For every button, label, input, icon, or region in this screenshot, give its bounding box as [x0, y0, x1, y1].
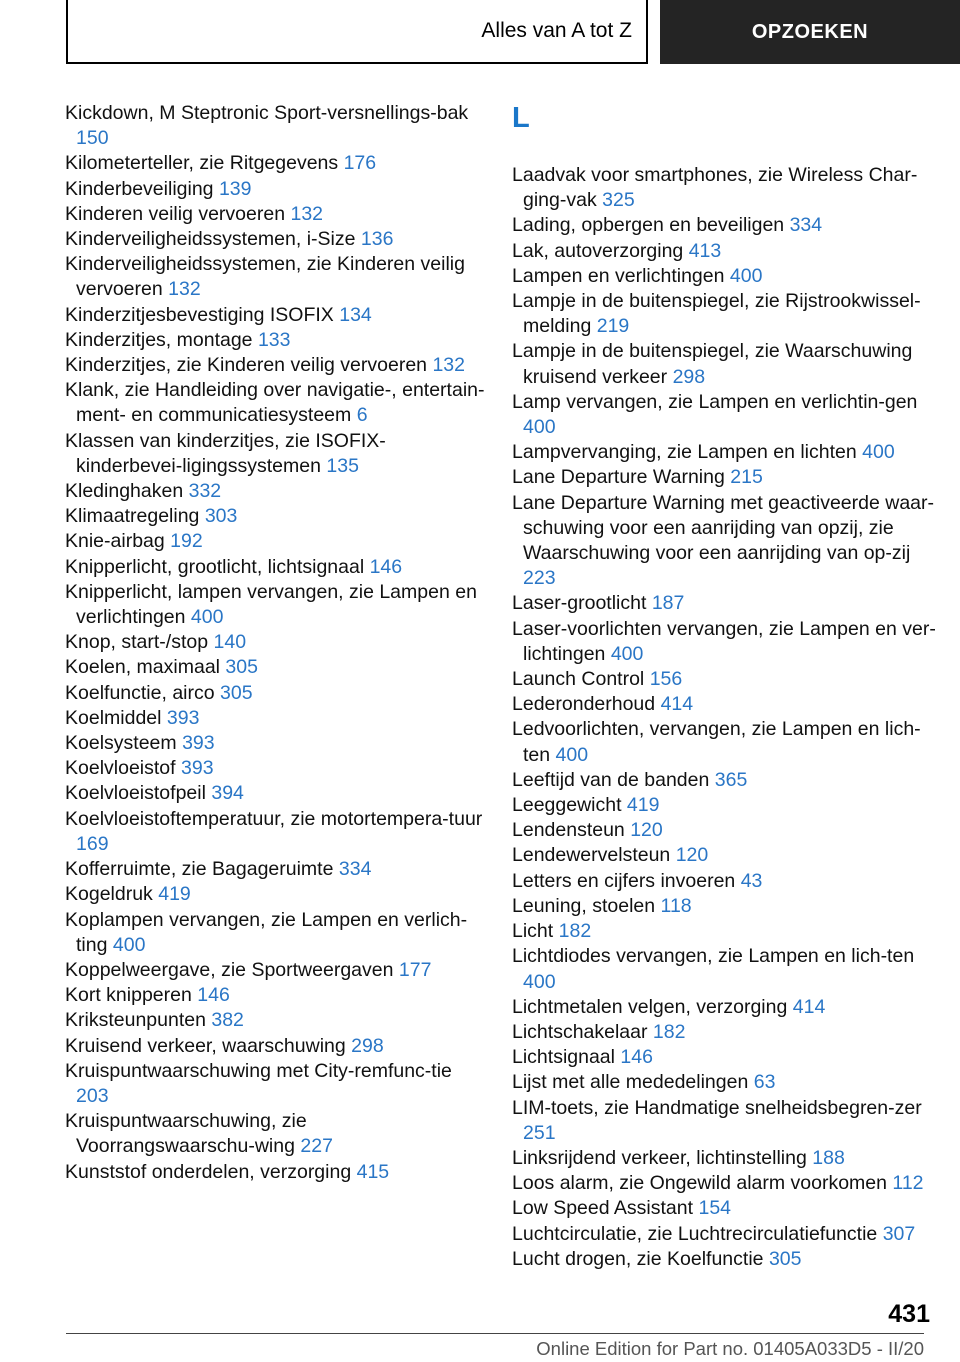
page-link[interactable]: 227: [300, 1135, 333, 1158]
page-link[interactable]: 215: [730, 466, 763, 489]
page-link[interactable]: 365: [714, 768, 748, 791]
index-entry: [65, 655, 485, 680]
index-entry: [512, 793, 942, 818]
page-link[interactable]: 419: [626, 794, 660, 817]
page-link[interactable]: 132: [290, 202, 324, 225]
index-entry: [512, 390, 942, 440]
index-entry: [512, 818, 942, 843]
index-entry: [65, 1034, 485, 1059]
section-title-tab[interactable]: [66, 0, 648, 64]
index-entry: [512, 1222, 942, 1247]
entry-text: Lane Departure Warning: [512, 466, 725, 489]
page-link[interactable]: 182: [558, 920, 592, 943]
index-entry: [512, 717, 942, 767]
page-link[interactable]: 176: [343, 152, 377, 175]
entry-text: Loos alarm, zie Ongewild alarm voorkomen: [512, 1172, 887, 1195]
section-title: Alles van A tot Z: [481, 19, 632, 42]
entry-text: Leuning, stoelen: [512, 894, 656, 917]
entry-text: Lichtschakelaar: [512, 1020, 648, 1043]
page-link[interactable]: 394: [211, 782, 244, 805]
entry-text: Lichtsignaal: [512, 1046, 615, 1069]
index-entry: [65, 882, 485, 907]
page-link[interactable]: 177: [398, 958, 432, 981]
entry-text: Kinderveiligheidssystemen, zie Kinderen veilig vervoeren: [65, 253, 465, 301]
page-link[interactable]: 150: [76, 127, 109, 150]
entry-text: Lamp vervangen, zie Lampen en verlichtin-gen: [512, 390, 918, 413]
index-entry: [512, 667, 942, 692]
page-link[interactable]: 400: [190, 606, 224, 629]
page-link[interactable]: 139: [218, 177, 252, 200]
page-link[interactable]: 298: [351, 1034, 384, 1057]
index-entry: [65, 328, 485, 353]
page-link[interactable]: 400: [112, 933, 146, 956]
entry-text: Kriksteunpunten: [65, 1009, 206, 1032]
index-entry: [512, 491, 942, 592]
entry-text: Lendewervelsteun: [512, 844, 671, 867]
index-entry: [65, 908, 485, 958]
entry-text: Knipperlicht, grootlicht, lichtsignaal: [65, 555, 365, 578]
page-link[interactable]: 414: [792, 995, 826, 1018]
page-link[interactable]: 192: [170, 530, 203, 553]
index-entry: [512, 1196, 942, 1221]
entry-text: Leeggewicht: [512, 794, 622, 817]
entry-text: Lederonderhoud: [512, 693, 656, 716]
index-entry: [65, 151, 485, 176]
index-entry: [512, 995, 942, 1020]
lookup-tab[interactable]: [660, 0, 960, 64]
page-link[interactable]: 382: [211, 1009, 244, 1032]
index-entry: [512, 1247, 942, 1272]
page-link[interactable]: 334: [789, 214, 823, 237]
index-entry: [512, 692, 942, 717]
page-link[interactable]: 188: [812, 1146, 845, 1169]
page-link[interactable]: 154: [698, 1197, 732, 1220]
index-list-right: [512, 163, 942, 1272]
entry-text: Lijst met alle mededelingen: [512, 1071, 749, 1094]
page-link[interactable]: 393: [182, 732, 215, 755]
index-entry: [65, 681, 485, 706]
page-link[interactable]: 305: [768, 1247, 802, 1270]
page-link[interactable]: 332: [188, 480, 222, 503]
page-link[interactable]: 400: [862, 441, 895, 464]
page-link[interactable]: 146: [369, 555, 403, 578]
entry-text: Kinderzitjesbevestiging ISOFIX: [65, 303, 334, 326]
index-entry: [65, 555, 485, 580]
index-entry: [65, 529, 485, 554]
entry-text: Launch Control: [512, 668, 645, 691]
page-link[interactable]: 120: [675, 844, 709, 867]
page-link[interactable]: 6: [356, 404, 368, 427]
index-entry: [512, 213, 942, 238]
entry-text: Koelvloeistof: [65, 757, 176, 780]
index-entry: [65, 353, 485, 378]
entry-text: LIM-toets, zie Handmatige snelheidsbegren-zer: [512, 1096, 922, 1119]
index-entry: [65, 958, 485, 983]
index-entry: [65, 303, 485, 328]
index-entry: [65, 504, 485, 529]
index-entry: [512, 440, 942, 465]
page-link[interactable]: 118: [660, 894, 692, 917]
index-entry: [65, 807, 485, 857]
entry-text: Lampje in de buitenspiegel, zie Waarschuwing kruisend verkeer: [512, 340, 913, 388]
index-entry: [512, 264, 942, 289]
index-column-right: [512, 101, 942, 1272]
entry-text: Lading, opbergen en beveiligen: [512, 214, 785, 237]
index-entry: [65, 1109, 485, 1159]
page-link[interactable]: 146: [197, 984, 230, 1007]
page-link[interactable]: 203: [76, 1084, 109, 1107]
page-link[interactable]: 43: [740, 869, 763, 892]
page-link[interactable]: 400: [523, 970, 556, 993]
entry-text: Koelmiddel: [65, 706, 162, 729]
entry-text: Letters en cijfers invoeren: [512, 869, 736, 892]
entry-text: Leeftijd van de banden: [512, 768, 710, 791]
entry-text: Koelen, maximaal: [65, 656, 220, 679]
entry-text: Lampje in de buitenspiegel, zie Rijstrookwissel-melding: [512, 290, 921, 338]
entry-text: Kofferruimte, zie Bagageruimte: [65, 858, 334, 881]
page-link[interactable]: 334: [338, 858, 372, 881]
index-entry: [65, 580, 485, 630]
page-number: 431: [888, 1300, 930, 1328]
entry-text: Kruisend verkeer, waarschuwing: [65, 1034, 346, 1057]
index-entry: [65, 177, 485, 202]
index-entry: [65, 706, 485, 731]
index-entry: [512, 289, 942, 339]
page-link[interactable]: 187: [651, 592, 685, 615]
page-link[interactable]: 400: [555, 743, 589, 766]
entry-text: Lichtmetalen velgen, verzorging: [512, 995, 788, 1018]
entry-text: Kogeldruk: [65, 883, 153, 906]
edition-footer: Online Edition for Part no. 01405A033D5 - II/20: [536, 1338, 924, 1359]
index-entry: [512, 843, 942, 868]
page-link[interactable]: 419: [158, 883, 191, 906]
entry-text: Linksrijdend verkeer, lichtinstelling: [512, 1146, 807, 1169]
index-entry: [65, 479, 485, 504]
index-entry: [512, 1070, 942, 1095]
entry-text: Laadvak voor smartphones, zie Wireless Char-ging-vak: [512, 164, 918, 212]
section-letter: L: [512, 102, 531, 134]
page-link[interactable]: 132: [432, 354, 465, 377]
page-link[interactable]: 146: [620, 1046, 653, 1069]
index-entry: [512, 465, 942, 490]
entry-text: Kilometerteller, zie Ritgegevens: [65, 152, 339, 175]
entry-text: Lak, autoverzorging: [512, 239, 684, 262]
page-link[interactable]: 63: [753, 1071, 776, 1094]
entry-text: Lucht drogen, zie Koelfunctie: [512, 1247, 764, 1270]
index-entry: [512, 869, 942, 894]
entry-text: Klimaatregeling: [65, 505, 200, 528]
entry-text: Koelsysteem: [65, 732, 177, 755]
page-link[interactable]: 305: [220, 681, 253, 704]
entry-text: Koelvloeistoftemperatuur, zie motortempera-tuur: [65, 807, 483, 830]
entry-text: Koelfunctie, airco: [65, 681, 215, 704]
index-entry: [512, 1146, 942, 1171]
page-link[interactable]: 182: [652, 1020, 686, 1043]
entry-text: Kickdown, M Steptronic Sport-versnellings-bak: [65, 102, 469, 124]
index-entry: [512, 919, 942, 944]
index-entry: [512, 894, 942, 919]
page-link[interactable]: 156: [649, 668, 683, 691]
index-entry: [512, 1096, 942, 1146]
page-link[interactable]: 400: [610, 642, 644, 665]
page-link[interactable]: 133: [257, 328, 291, 351]
page-link[interactable]: 134: [339, 303, 372, 326]
entry-text: Lampen en verlichtingen: [512, 264, 725, 287]
index-entry: [65, 378, 485, 428]
entry-text: Kinderen veilig vervoeren: [65, 202, 286, 225]
page-link[interactable]: 413: [688, 239, 722, 262]
page-link[interactable]: 251: [523, 1121, 556, 1144]
index-entry: [65, 1008, 485, 1033]
entry-text: Kort knipperen: [65, 984, 192, 1007]
page-link[interactable]: 135: [326, 454, 359, 477]
page-link[interactable]: 120: [630, 819, 663, 842]
index-entry: [512, 944, 942, 994]
index-entry: [512, 768, 942, 793]
index-entry: [65, 202, 485, 227]
entry-text: Klank, zie Handleiding over navigatie-, entertain-ment- en communicatiesysteem: [65, 379, 485, 427]
entry-text: Kledinghaken: [65, 480, 184, 503]
index-entry: [65, 781, 485, 806]
entry-text: Koplampen vervangen, zie Lampen en verlich-ting: [65, 908, 468, 956]
index-entry: [65, 227, 485, 252]
entry-text: Lichtdiodes vervangen, zie Lampen en lich-ten: [512, 945, 915, 968]
page-link[interactable]: 393: [166, 706, 200, 729]
index-entry: [512, 163, 942, 213]
entry-text: Koppelweergave, zie Sportweergaven: [65, 958, 394, 981]
index-entry: [65, 630, 485, 655]
entry-text: Low Speed Assistant: [512, 1197, 694, 1220]
entry-text: Laser-grootlicht: [512, 592, 647, 615]
entry-text: Knie-airbag: [65, 530, 165, 553]
page-link[interactable]: 415: [356, 1160, 390, 1183]
index-entry: [65, 857, 485, 882]
page-link[interactable]: 400: [729, 264, 763, 287]
page-link[interactable]: 325: [602, 189, 635, 212]
page-link[interactable]: 136: [360, 228, 394, 251]
entry-text: Kinderveiligheidssystemen, i-Size: [65, 228, 356, 251]
page-link[interactable]: 414: [660, 693, 694, 716]
index-entry: [512, 1171, 942, 1196]
index-entry: [65, 983, 485, 1008]
page-link[interactable]: 303: [204, 505, 238, 528]
footer-divider: [66, 1333, 924, 1334]
index-entry: [512, 339, 942, 389]
entry-text: Kruispuntwaarschuwing, zie Voorrangswaarschu-wing: [65, 1110, 307, 1158]
index-entry: [65, 101, 485, 151]
page-link[interactable]: 305: [225, 656, 258, 679]
page-link[interactable]: 112: [892, 1172, 924, 1195]
entry-text: Klassen van kinderzitjes, zie ISOFIX-kinderbevei-ligingssystemen: [65, 429, 386, 477]
page-link[interactable]: 307: [882, 1222, 916, 1245]
page-link[interactable]: 140: [213, 631, 247, 654]
index-entry: [512, 239, 942, 264]
index-entry: [65, 429, 485, 479]
index-entry: [65, 731, 485, 756]
page-link[interactable]: 223: [523, 567, 556, 590]
index-column-left: [65, 101, 485, 1185]
index-entry: [65, 1059, 485, 1109]
page-link[interactable]: 400: [523, 416, 556, 439]
entry-text: Lampvervanging, zie Lampen en lichten: [512, 441, 857, 464]
entry-text: Lane Departure Warning met geactiveerde waar-schuwing voor een aanrijding van opzij, zie Waarschuwing voor een aanrijding van op-zij: [512, 491, 934, 565]
index-entry: [65, 252, 485, 302]
entry-text: Kinderzitjes, zie Kinderen veilig vervoeren: [65, 354, 428, 377]
entry-text: Laser-voorlichten vervangen, zie Lampen en ver-lichtingen: [512, 617, 936, 665]
index-entry: [512, 591, 942, 616]
entry-text: Luchtcirculatie, zie Luchtrecirculatiefunctie: [512, 1222, 878, 1245]
page-header: [0, 0, 960, 66]
entry-text: Licht: [512, 920, 554, 943]
index-entry: [512, 1020, 942, 1045]
entry-text: Kunststof onderdelen, verzorging: [65, 1160, 352, 1183]
lookup-tab-label: OPZOEKEN: [751, 20, 869, 43]
index-entry: [65, 756, 485, 781]
entry-text: Koelvloeistofpeil: [65, 782, 206, 805]
entry-text: Ledvoorlichten, vervangen, zie Lampen en lich-ten: [512, 718, 921, 766]
entry-text: Knop, start-/stop: [65, 631, 209, 654]
page-link[interactable]: 169: [76, 832, 109, 855]
entry-text: Kinderzitjes, montage: [65, 328, 253, 351]
index-entry: [512, 1045, 942, 1070]
entry-text: Kruispuntwaarschuwing met City-remfunc-tie: [65, 1059, 452, 1082]
index-entry: [65, 1160, 485, 1185]
entry-text: Kinderbeveiliging: [65, 177, 214, 200]
page-link[interactable]: 219: [596, 315, 630, 338]
entry-text: Lendensteun: [512, 819, 625, 842]
entry-text: Knipperlicht, lampen vervangen, zie Lampen en verlichtingen: [65, 580, 477, 629]
page-link[interactable]: 298: [672, 365, 706, 388]
page-link[interactable]: 393: [181, 757, 214, 780]
index-entry: [512, 617, 942, 667]
page-link[interactable]: 132: [168, 278, 201, 301]
